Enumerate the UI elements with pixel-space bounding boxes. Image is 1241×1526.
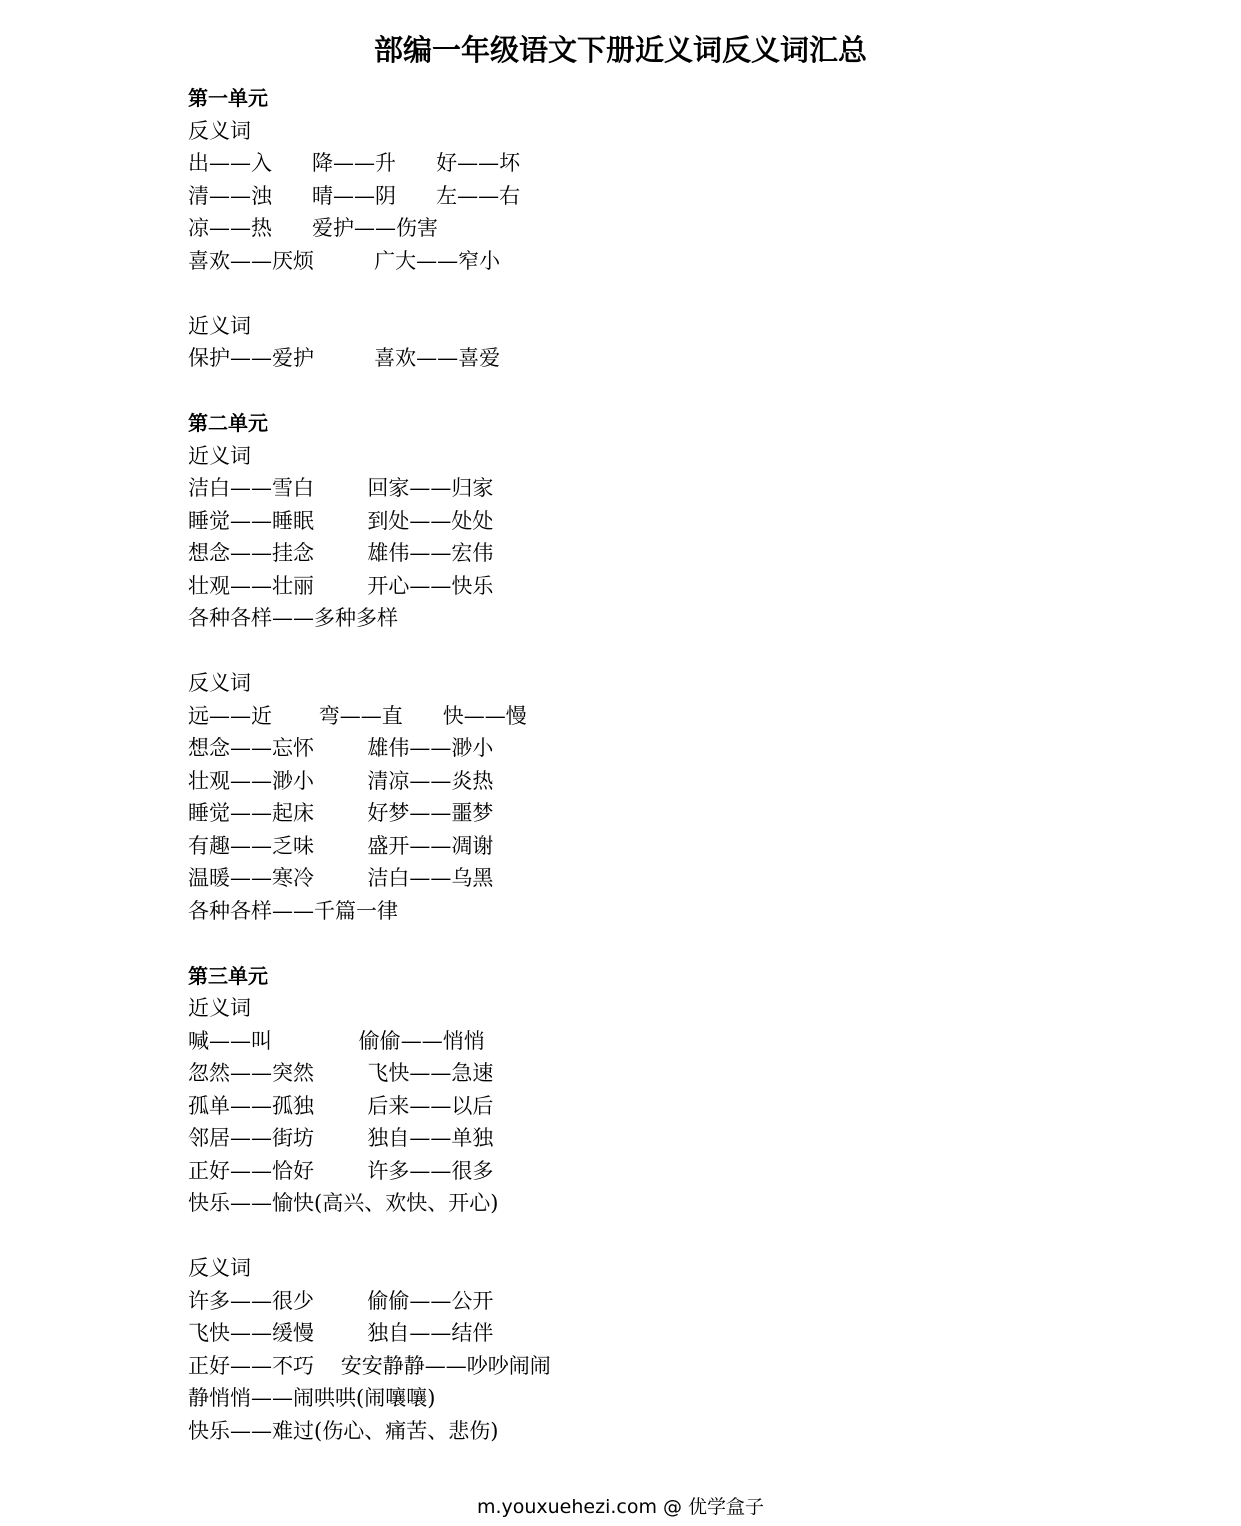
word-pair-line: 喜欢——厌烦 广大——窄小: [188, 248, 501, 273]
word-pair-line: 邻居——街坊 独自——单独: [188, 1126, 494, 1150]
word-pair-line: 壮观——壮丽 开心——快乐: [188, 573, 494, 598]
word-pair-line: 喊——叫 偷偷——悄悄: [188, 1028, 485, 1053]
spacer: [188, 635, 1088, 668]
spacer: [188, 1220, 1088, 1253]
word-pair-line: 清——浊 晴——阴 左——右: [188, 183, 521, 208]
word-pair-line: 想念——挂念 雄伟——宏伟: [188, 541, 494, 565]
document-title: 部编一年级语文下册近义词反义词汇总: [373, 33, 867, 67]
document-body: [188, 82, 1088, 1447]
unit-3-synonyms-label: 近义词: [188, 996, 251, 1020]
word-pair-line: 想念——忘怀 雄伟——渺小: [188, 736, 494, 760]
word-pair-line: 出——入 降——升 好——坏: [188, 151, 521, 175]
word-pair-line: 远——近 弯——直 快——慢: [188, 703, 527, 728]
unit-2-synonyms-label: 近义词: [188, 443, 251, 468]
spacer: [188, 927, 1088, 960]
unit-3-antonyms-label: 反义词: [188, 1256, 251, 1280]
word-pair-line: 正好——恰好 许多——很多: [188, 1158, 494, 1183]
word-pair-line: 洁白——雪白 回家——归家: [188, 476, 494, 500]
unit-1-section: [188, 82, 1088, 407]
word-pair-line: 静悄悄——闹哄哄(闹嚷嚷): [188, 1386, 436, 1410]
word-pair-line: 壮观——渺小 清凉——炎热: [188, 768, 494, 793]
word-pair-line: 温暖——寒冷 洁白——乌黑: [188, 866, 494, 890]
unit-3-section: [188, 960, 1088, 1448]
word-pair-line: 孤单——孤独 后来——以后: [188, 1093, 494, 1118]
word-pair-line: 有趣——乏味 盛开——凋谢: [188, 833, 494, 858]
spacer: [188, 277, 1088, 310]
word-pair-line: 快乐——愉快(高兴、欢快、开心): [188, 1191, 499, 1215]
unit-3-heading: 第三单元: [188, 963, 268, 988]
word-pair-line: 忽然——突然 飞快——急速: [188, 1061, 494, 1085]
spacer: [188, 375, 1088, 408]
unit-1-antonyms-label: 反义词: [188, 118, 251, 143]
word-pair-line: 各种各样——千篇一律: [188, 898, 398, 923]
word-pair-line: 睡觉——睡眠 到处——处处: [188, 508, 494, 533]
word-pair-line: 凉——热 爱护——伤害: [188, 216, 439, 240]
unit-2-heading: 第二单元: [188, 411, 268, 435]
footer-watermark: m.youxuehezi.com @ 优学盒子: [476, 1496, 765, 1518]
word-pair-line: 各种各样——多种多样: [188, 606, 398, 630]
unit-2-section: [188, 407, 1088, 960]
unit-2-antonyms-label: 反义词: [188, 671, 251, 695]
word-pair-line: 飞快——缓慢 独自——结伴: [188, 1321, 494, 1345]
word-pair-line: 许多——很少 偷偷——公开: [188, 1288, 494, 1313]
word-pair-line: 睡觉——起床 好梦——噩梦: [188, 801, 494, 825]
unit-1-heading: 第一单元: [188, 86, 268, 110]
word-pair-line: 保护——爱护 喜欢——喜爱: [188, 346, 501, 370]
word-pair-line: 快乐——难过(伤心、痛苦、悲伤): [188, 1418, 499, 1443]
unit-1-synonyms-label: 近义词: [188, 313, 251, 338]
word-pair-line: 正好——不巧 安安静静——吵吵闹闹: [188, 1353, 551, 1378]
